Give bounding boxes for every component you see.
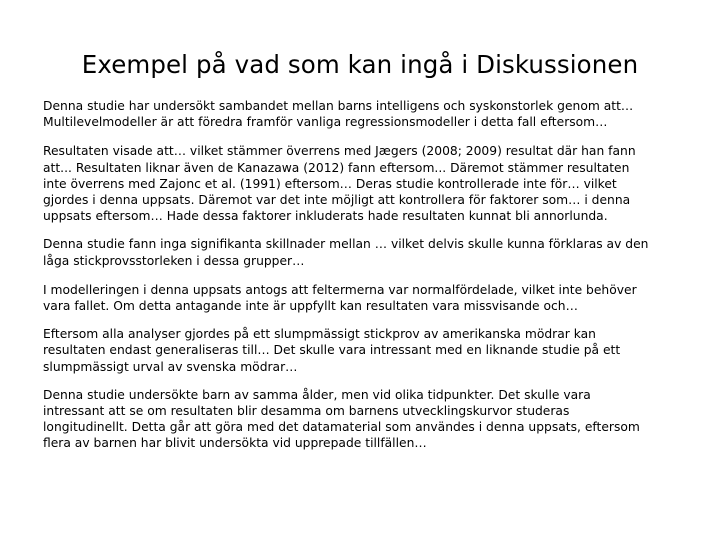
- paragraph-6-line-2: intressant att se om resultaten blir desamma om barnens utvecklingskurvor studeras: [43, 404, 570, 419]
- paragraph-4-line-2: vara fallet. Om detta antagande inte är uppfyllt kan resultaten vara missvisande och…: [43, 299, 578, 314]
- slide-title: Exempel på vad som kan ingå i Diskussionen: [81, 50, 639, 79]
- paragraph-3: [43, 236, 683, 268]
- paragraph-6-line-4: flera av barnen har blivit undersökta vid upprepade tillfällen…: [43, 436, 427, 451]
- paragraph-2: [43, 143, 683, 224]
- paragraph-6-line-1: Denna studie undersökte barn av samma ålder, men vid olika tidpunkter. Det skulle vara: [43, 387, 591, 402]
- paragraph-1-line-2: Multilevelmodeller är att föredra framför vanliga regressionsmodeller i detta fall eftersom…: [43, 115, 608, 130]
- paragraph-2-line-1: Resultaten visade att… vilket stämmer överrens med Jægers (2008; 2009) resultat där han fann: [43, 144, 636, 159]
- paragraph-1-line-1: Denna studie har undersökt sambandet mellan barns intelligens och syskonstorlek genom att…: [43, 99, 634, 113]
- paragraph-5-line-1: Eftersom alla analyser gjordes på ett slumpmässigt stickprov av amerikanska mödrar kan: [43, 327, 596, 342]
- paragraph-2-line-4: gjordes i denna uppsats. Däremot var det inte möjligt att kontrollera för faktorer som… i denna: [43, 193, 631, 208]
- paragraph-5: [43, 326, 683, 375]
- paragraph-2-line-2: att... Resultaten liknar även de Kanazawa (2012) fann eftersom... Däremot stämmer resultaten: [43, 160, 630, 175]
- paragraph-4-line-1: I modelleringen i denna uppsats antogs att feltermerna var normalfördelade, vilket inte behöver: [43, 282, 637, 297]
- paragraph-5-line-2: resultaten endast generaliseras till… Det skulle vara intressant med en liknande studie på ett: [43, 343, 621, 358]
- paragraph-5-line-3: slumpmässigt urval av svenska mödrar…: [43, 359, 298, 374]
- paragraph-6-line-3: longitudinellt. Detta går att göra med det datamaterial som användes i denna uppsats, eftersom: [43, 420, 640, 435]
- paragraph-6: [43, 387, 683, 452]
- paragraph-2-line-3: inte överrens med Zajonc et al. (1991) eftersom… Deras studie kontrollerade inte för… vilket: [43, 176, 617, 191]
- paragraph-3-line-2: låga stickprovsstorleken i dessa grupper…: [43, 253, 305, 268]
- paragraph-3-line-1: Denna studie fann inga signifikanta skillnader mellan … vilket delvis skulle kunna förklaras av den: [43, 237, 649, 252]
- paragraph-1: [43, 98, 683, 130]
- paragraph-4: [43, 282, 683, 314]
- slide-body: [43, 98, 683, 452]
- paragraph-2-line-5: uppsats eftersom… Hade dessa faktorer inkluderats hade resultaten kunnat bli annorlunda.: [43, 209, 608, 224]
